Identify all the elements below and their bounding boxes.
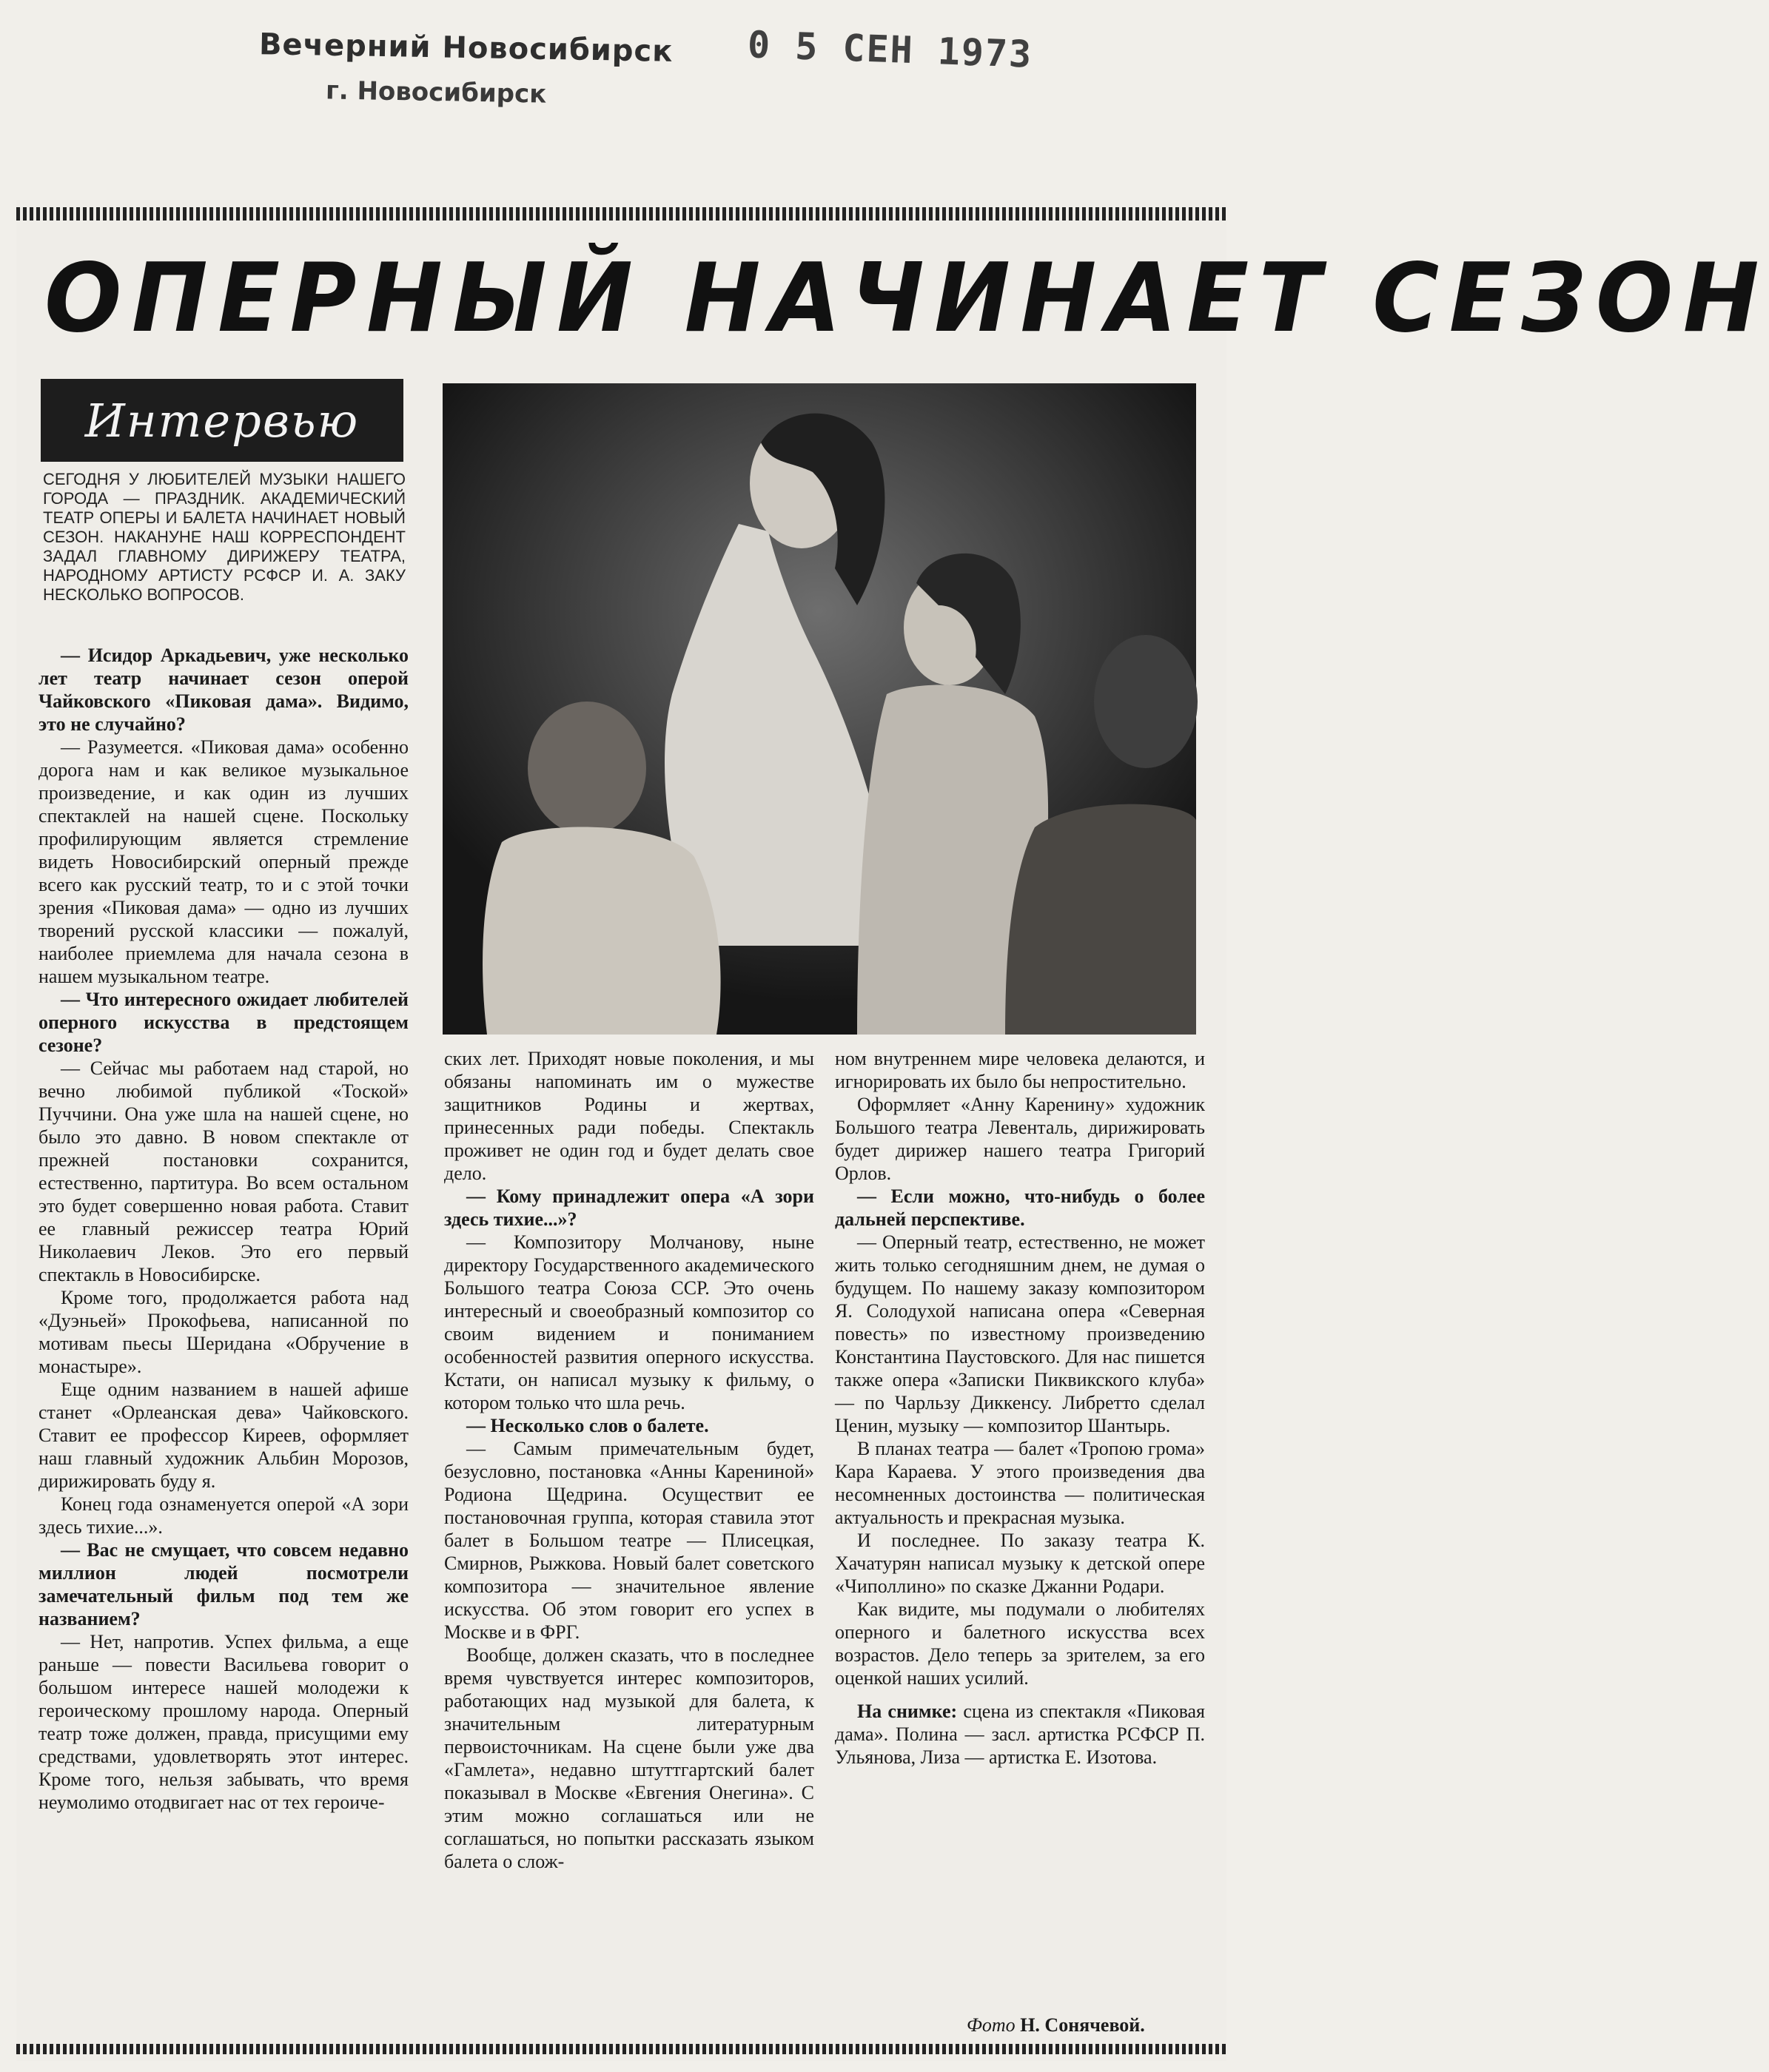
interview-answer: — Композитору Молчанову, ныне директору Государственного академического Большого театра Союза ССР. Это очень интересный и своеобразный композитор со своим видением и пониманием особенностей развития оперного искусства. Кстати, он написал музыку к фильму, о котором только что шла речь. <box>444 1231 814 1413</box>
interview-answer: Конец года ознаменуется оперой «А зори здесь тихие...». <box>38 1493 409 1538</box>
credit-name: Н. Сонячевой. <box>1020 2014 1145 2036</box>
bottom-dotted-rule <box>16 2044 1226 2054</box>
interview-answer: — Разумеется. «Пиковая дама» особенно дорога нам и как великое музыкальное произведение, и как один из лучших спектаклей на нашей сцене. Поскольку профилирующим является стремление видеть Новосибирский оперный прежде всего как русский театр, то и с этой точки зрения «Пиковая дама» — одно из лучших творений русской классики — пожалуй, наиболее приемлема для начала сезона в нашем музыкальном театре. <box>38 736 409 987</box>
article-headline: ОПЕРНЫЙ НАЧИНАЕТ СЕЗОН <box>44 243 1769 354</box>
interview-answer: Еще одним названием в нашей афише станет «Орлеанская дева» Чайковского. Ставит ее профессор Киреев, оформляет наш главный художник Альбин Морозов, дирижировать буду я. <box>38 1379 409 1492</box>
scene-photo <box>443 383 1196 1035</box>
interview-answer: ном внутреннем мире человека делаются, и игнорировать их было бы непростительно. <box>835 1048 1205 1092</box>
city-stamp: г. Новосибирск <box>325 75 547 110</box>
interview-question: — Несколько слов о балете. <box>466 1415 709 1436</box>
newspaper-name-stamp: Вечерний Новосибирск <box>258 27 674 69</box>
interview-answer: — Сейчас мы работаем над старой, но вечно любимой публикой «Тоской» Пуччини. Она уже шла на нашей сцене, но было это давно. В новом спектакле от прежней постановки сохранится, естественно, партитура. Во всем остальном это будет совершенно новая работа. Ставит ее главный режиссер театра Юрий Николаевич Леков. Это его первый спектакль в Новосибирске. <box>38 1057 409 1285</box>
interview-answer: И последнее. По заказу театра К. Хачатурян написал музыку к детской опере «Чиполлино» по сказке Джанни Родари. <box>835 1530 1205 1597</box>
caption-label: На снимке: <box>857 1701 958 1722</box>
interview-answer: — Самым примечательным будет, безусловно, постановка «Анны Карениной» Родиона Щедрина. Осуществит ее постановочная группа, которая ставила этот балет в Большом театре — Плисецкая, Смирнов, Рыжкова. Новый балет советского композитора — значительное явление искусства. Об этом говорит его успех в Москве и в ФРГ. <box>444 1438 814 1643</box>
article-lead: СЕГОДНЯ У ЛЮБИТЕЛЕЙ МУЗЫКИ НАШЕГО ГОРОДА — ПРАЗДНИК. АКАДЕМИЧЕСКИЙ ТЕАТР ОПЕРЫ И БАЛЕТА НАЧИНАЕТ НОВЫЙ СЕЗОН. НАКАНУНЕ НАШ КОРРЕСПОНДЕНТ ЗАДАЛ ГЛАВНОМУ ДИРИЖЕРУ ТЕАТРА, НАРОДНОМУ АРТИСТУ РСФСР И. А. ЗАКУ НЕСКОЛЬКО ВОПРОСОВ. <box>43 470 406 604</box>
interview-answer: Вообще, должен сказать, что в последнее время чувствуется интерес композиторов, работающих над музыкой для балета, к значительным литературным первоисточникам. На сцене были уже два «Гамлета», недавно штуттгартский балет показывал в Москве «Евгения Онегина». С этим можно соглашаться или не соглашаться, но попытки рассказать языком балета о слож- <box>444 1644 814 1872</box>
interview-answer: Как видите, мы подумали о любителях оперного и балетного искусства всех возрастов. Дело теперь за зрителем, за его оценкой наших усилий. <box>835 1598 1205 1689</box>
opera-scene-image <box>443 383 1196 1035</box>
photo-credit <box>967 2014 1145 2036</box>
interview-answer: ских лет. Приходят новые поколения, и мы обязаны напоминать им о мужестве защитников Родины и жертвах, принесенных ради победы. Спектакль проживет не один год и будет делать свое дело. <box>444 1048 814 1184</box>
article-column-2 <box>444 1047 814 1873</box>
credit-prefix: Фото <box>967 2014 1016 2036</box>
article-column-3 <box>835 1047 1205 1769</box>
article-column-1 <box>38 644 409 1814</box>
interview-question: — Что интересного ожидает любителей оперного искусства в предстоящем сезоне? <box>38 989 409 1056</box>
photo-caption <box>835 1700 1205 1769</box>
interview-answer: — Нет, напротив. Успех фильма, а еще раньше — повести Васильева говорит о большом интересе нашей молодежи к героическому прошлому народа. Оперный театр тоже должен, правда, присущими ему средствами, удовлетворять этот интерес. Кроме того, нельзя забывать, что время неумолимо отодвигает нас от тех героиче- <box>38 1631 409 1813</box>
interview-question: — Кому принадлежит опера «А зори здесь тихие...»? <box>444 1185 814 1230</box>
interview-answer: — Оперный театр, естественно, не может жить только сегодняшним днем, не думая о будущем. По нашему заказу композитором Я. Солодухой написана опера «Северная повесть» по известному произведению Константина Паустовского. Для нас пишется также опера «Записки Пиквикского клуба» — по Чарльзу Диккенсу. Либретто сделал Ценин, музыку — композитор Шантырь. <box>835 1231 1205 1436</box>
interview-question: — Если можно, что-нибудь о более дальней перспективе. <box>835 1185 1205 1230</box>
interview-answer: Кроме того, продолжается работа над «Дуэньей» Прокофьева, написанной по мотивам пьесы Шеридана «Обручение в монастыре». <box>38 1287 409 1377</box>
interview-question: — Исидор Аркадьевич, уже несколько лет театр начинает сезон оперой Чайковского «Пиковая дама». Видимо, это не случайно? <box>38 645 409 735</box>
interview-question: — Вас не смущает, что совсем недавно миллион людей посмотрели замечательный фильм под тем же названием? <box>38 1539 409 1629</box>
caption-text: сцена из спектакля «Пиковая дама». Полина — засл. артистка РСФСР П. Ульянова, Лиза — артистка Е. Изотова. <box>835 1701 1206 1768</box>
interview-answer: Оформляет «Анну Каренину» художник Большого театра Левенталь, дирижировать будет дирижер нашего театра Григорий Орлов. <box>835 1094 1205 1184</box>
top-dotted-rule <box>16 207 1226 221</box>
rubric-label: Интервью <box>84 393 360 448</box>
date-stamp: 0 5 СЕН 1973 <box>747 23 1034 76</box>
interview-answer: В планах театра — балет «Тропою грома» Кара Караева. У этого произведения два несомненных достоинства — политическая актуальность и прекрасная музыка. <box>835 1438 1205 1528</box>
rubric-badge <box>41 379 403 462</box>
